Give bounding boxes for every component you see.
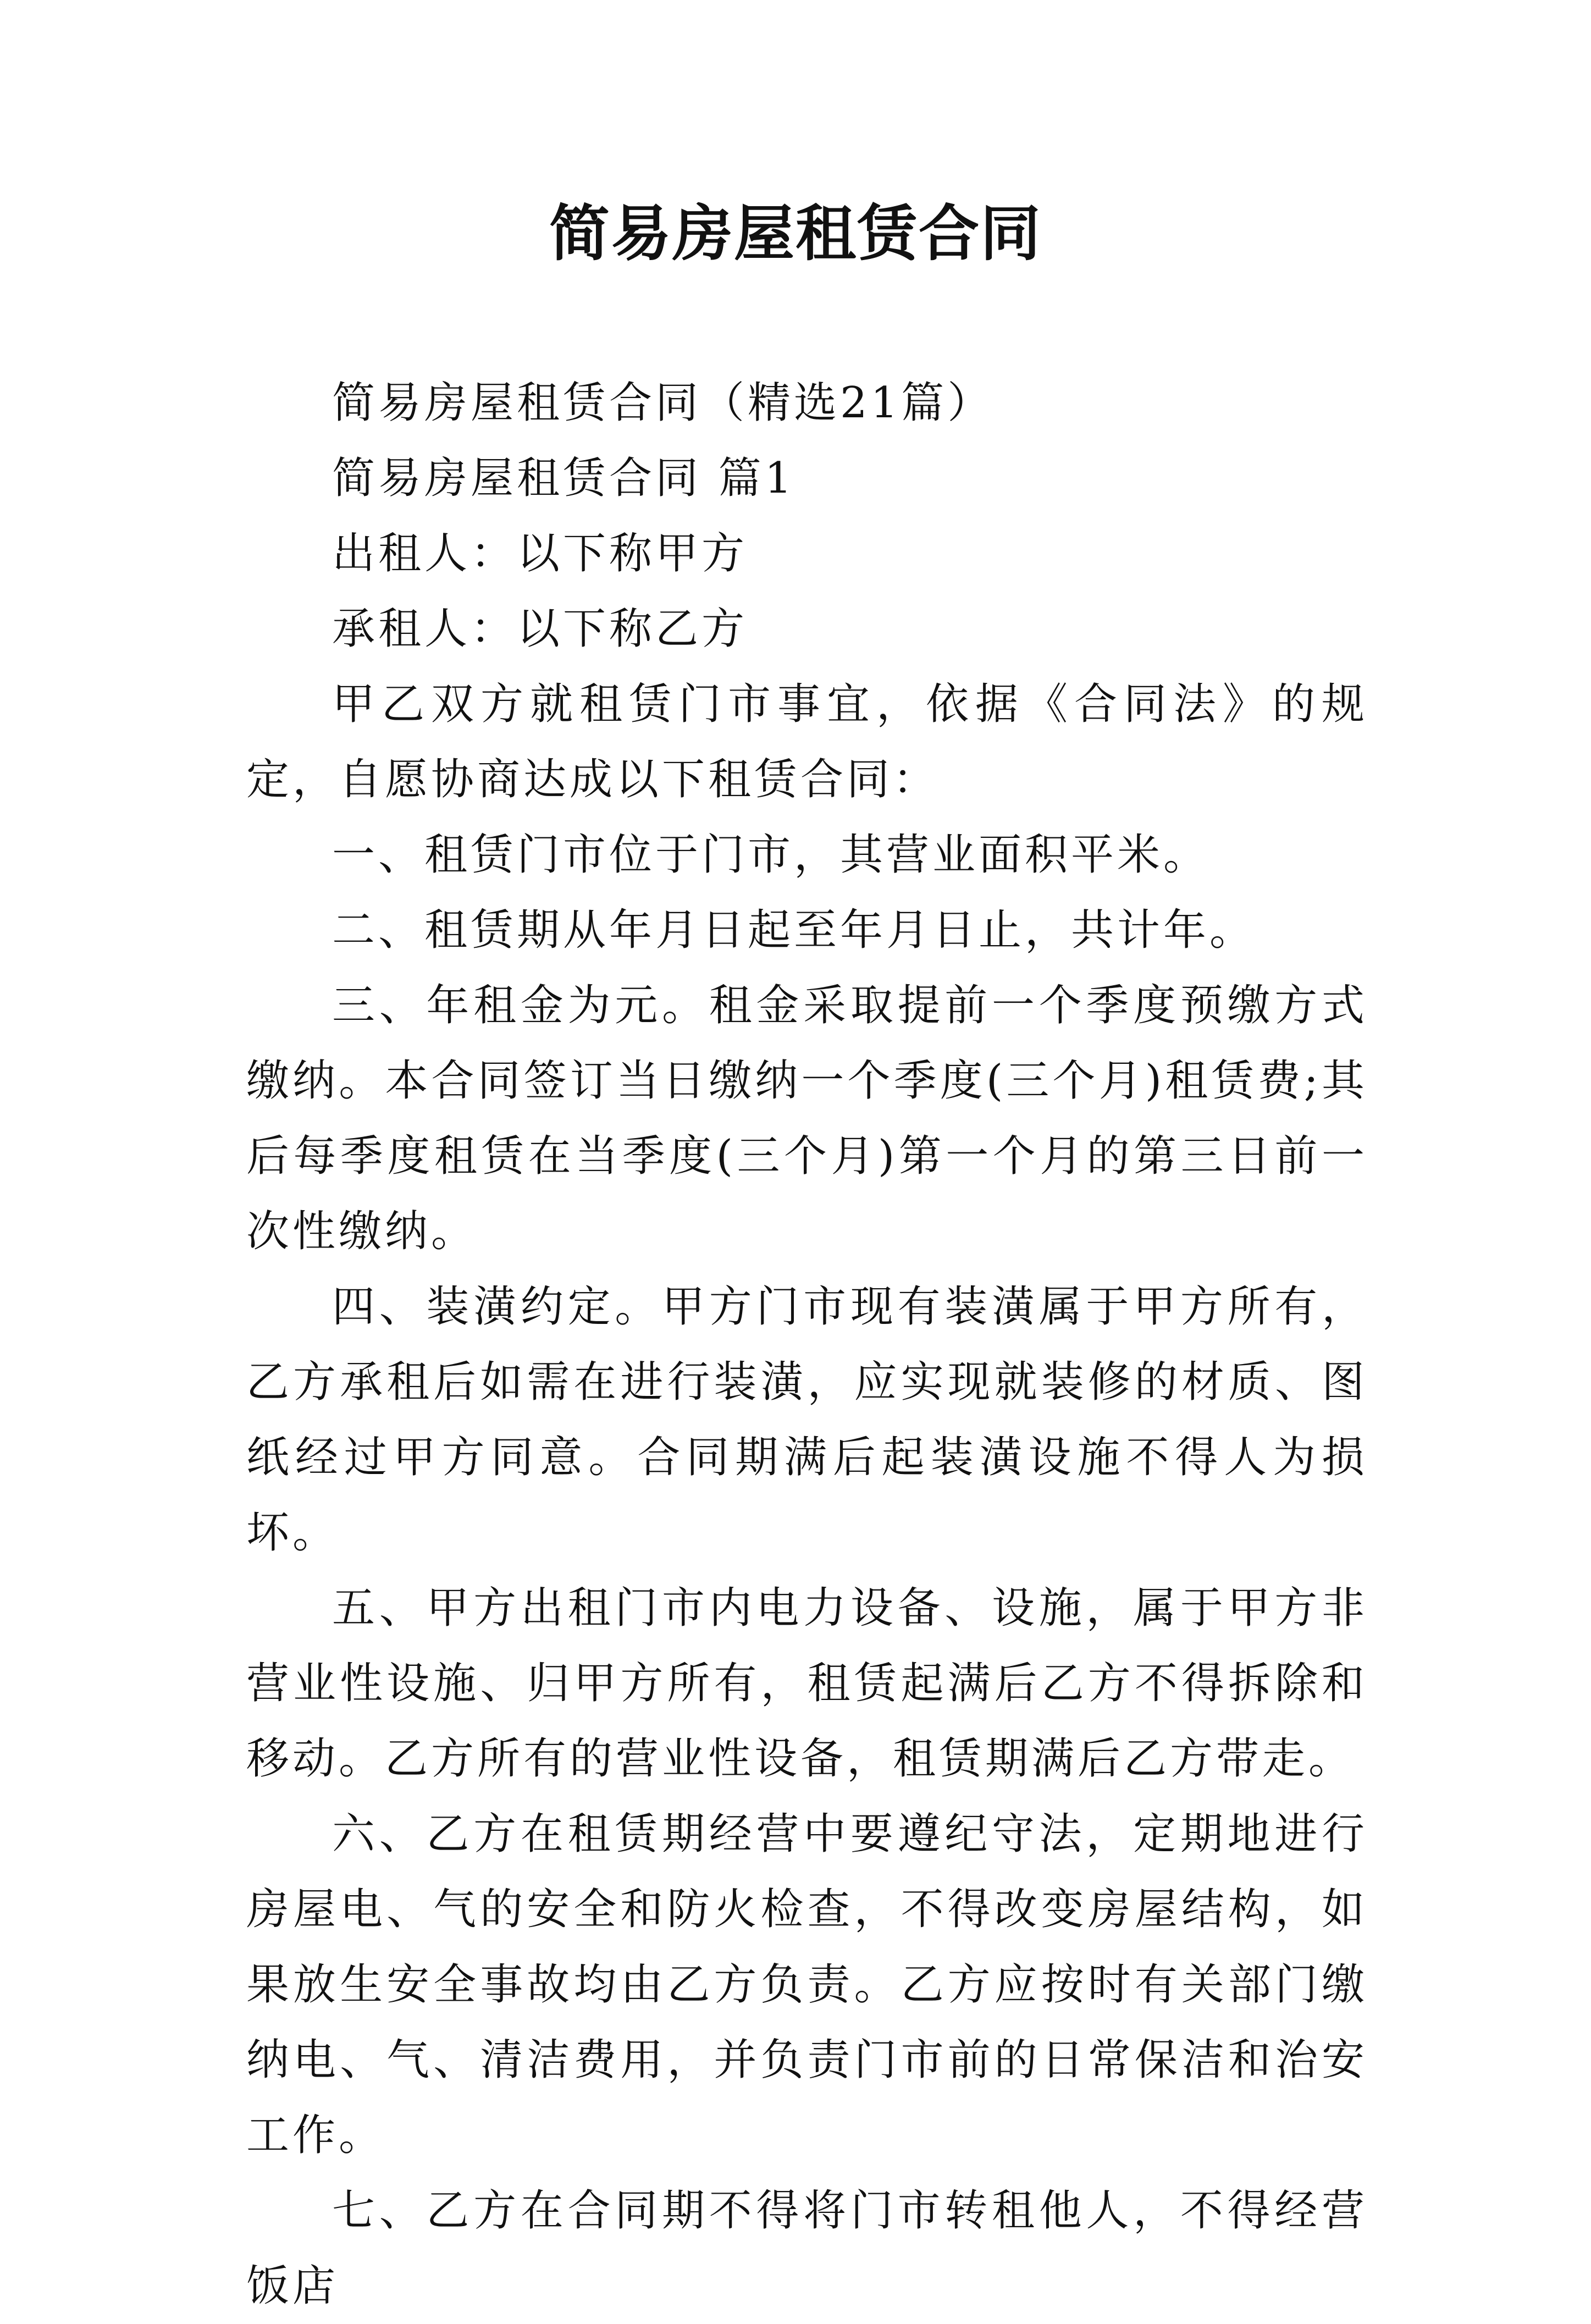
paragraph-section-heading: 简易房屋租赁合同 篇1 <box>332 454 795 503</box>
paragraph-clause-4: 四、装潢约定。甲方门市现有装潢属于甲方所有，乙方承租后如需在进行装潢，应实现就装修的材质、图纸经过甲方同意。合同期满后起装潢设施不得人为损坏。 <box>246 1282 1368 1558</box>
paragraph-preamble: 甲乙双方就租赁门市事宜，依据《合同法》的规定，自愿协商达成以下租赁合同： <box>246 680 1368 804</box>
paragraph-subtitle: 简易房屋租赁合同（精选21篇） <box>332 378 994 428</box>
paragraph-lessor: 出租人：以下称甲方 <box>332 529 748 578</box>
paragraph-lessee: 承租人：以下称乙方 <box>332 604 748 654</box>
paragraph-clause-5: 五、甲方出租门市内电力设备、设施，属于甲方非营业性设施、归甲方所有，租赁起满后乙方不得拆除和移动。乙方所有的营业性设备，租赁期满后乙方带走。 <box>246 1583 1368 1784</box>
paragraph-clause-2: 二、租赁期从年月日起至年月日止，共计年。 <box>332 906 1256 955</box>
paragraph-clause-3: 三、年租金为元。租金采取提前一个季度预缴方式缴纳。本合同签订当日缴纳一个季度(三个月)租赁费;其后每季度租赁在当季度(三个月)第一个月的第三日前一次性缴纳。 <box>246 981 1368 1256</box>
paragraph-clause-1: 一、租赁门市位于门市，其营业面积平米。 <box>332 830 1210 880</box>
paragraph-clause-6: 六、乙方在租赁期经营中要遵纪守法，定期地进行房屋电、气的安全和防火检查，不得改变房屋结构，如果放生安全事故均由乙方负责。乙方应按时有关部门缴纳电、气、清洁费用，并负责门市前的日常保洁和治安工作。 <box>246 1809 1368 2160</box>
document-body <box>246 366 1368 2324</box>
document-title: 简易房屋租赁合同 <box>549 198 1042 269</box>
paragraph-clause-7: 七、乙方在合同期不得将门市转租他人，不得经营饭店 <box>246 2186 1368 2311</box>
